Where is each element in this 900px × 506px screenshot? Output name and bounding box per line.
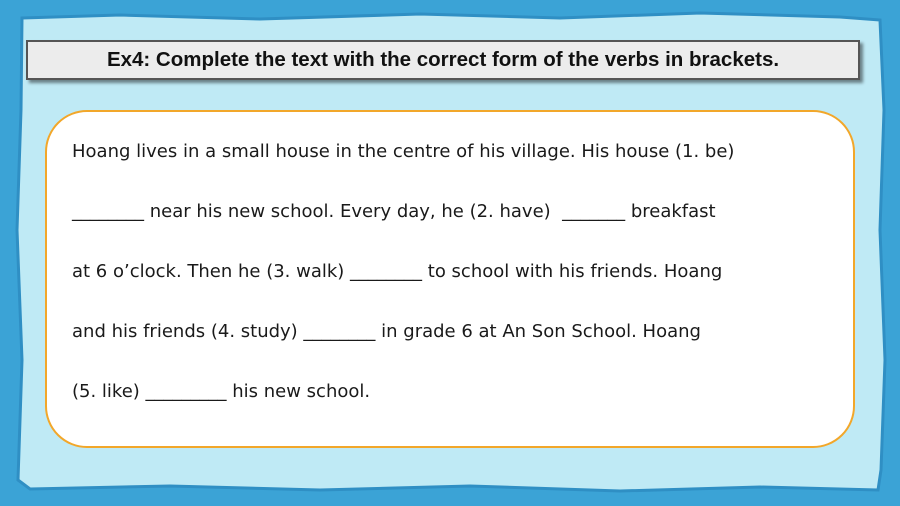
passage-line-3: at 6 o’clock. Then he (3. walk) ________ to school with his friends. Hoang <box>72 261 723 282</box>
passage-line-5: (5. like) _________ his new school. <box>72 381 371 402</box>
passage-card <box>45 110 855 448</box>
passage-line-2: ________ near his new school. Every day, he (2. have) _______ breakfast <box>72 201 716 222</box>
passage-text <box>72 122 842 422</box>
exercise-title-box <box>26 40 860 80</box>
exercise-title: Ex4: Complete the text with the correct form of the verbs in brackets. <box>106 48 780 71</box>
passage-line-4: and his friends (4. study) ________ in grade 6 at An Son School. Hoang <box>72 321 701 342</box>
passage-line-1: Hoang lives in a small house in the centre of his village. His house (1. be) <box>72 141 735 162</box>
